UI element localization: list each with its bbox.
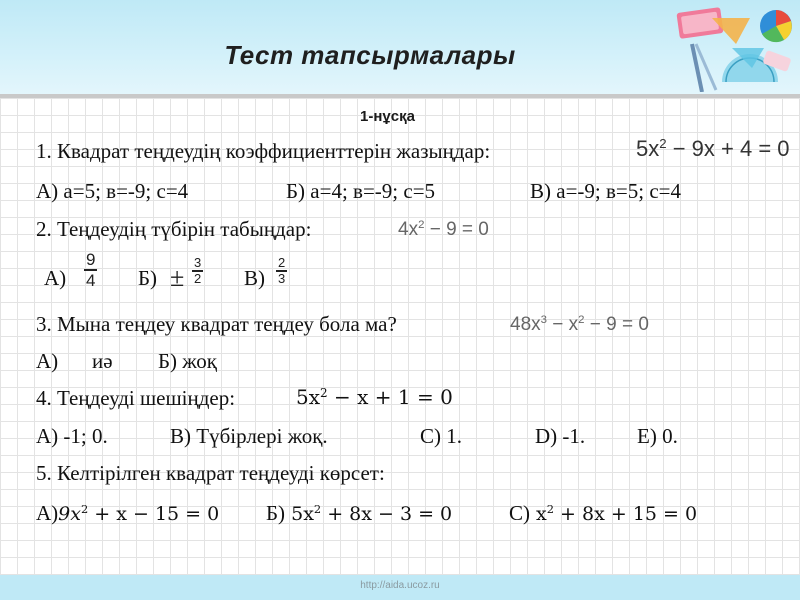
variant-label: 1-нұсқа bbox=[360, 108, 415, 125]
q2-text: 2. Теңдеудің түбірін табыңдар: bbox=[36, 217, 312, 241]
q5-option-b: Б) $5x^2 + 8x - 3 = 0$ bbox=[266, 501, 453, 525]
q2-option-c-fraction: 2 3 bbox=[278, 255, 286, 286]
q2-option-b-label: Б) bbox=[138, 266, 158, 290]
q5-option-c: С) $x^2 + 8x + 15 = 0$ bbox=[509, 501, 698, 525]
q3-option-a-text: иә bbox=[92, 349, 113, 373]
q1-option-b: Б) а=4; в=-9; с=5 bbox=[286, 179, 436, 203]
q4-option-e: Е) 0. bbox=[637, 424, 678, 448]
q2-option-a-label: А) bbox=[44, 266, 67, 290]
stationery-illustration-icon bbox=[672, 4, 800, 92]
q2-equation: $4x^2 - 9 = 0$ bbox=[398, 219, 489, 240]
slide-title: Тест тапсырмалары bbox=[224, 40, 516, 70]
q4-option-b: В) Түбірлері жоқ. bbox=[170, 424, 328, 448]
q4-option-c: С) 1. bbox=[420, 424, 462, 448]
footer-url: http://aida.ucoz.ru bbox=[360, 580, 440, 591]
q1-option-a: А) а=5; в=-9; с=4 bbox=[36, 179, 189, 203]
q5-text: 5. Келтірілген квадрат теңдеуді көрсет: bbox=[36, 461, 385, 485]
q3-option-a-label: А) bbox=[36, 349, 59, 373]
q2-option-b-fraction: 3 2 bbox=[194, 255, 202, 286]
q3-equation: $48x^3 - x^2 - 9 = 0$ bbox=[510, 314, 649, 335]
q2-option-b-sign: ± bbox=[170, 263, 185, 292]
q1-text: 1. Квадрат теңдеудің коэффициенттерін жазыңдар: bbox=[36, 139, 491, 163]
q2-option-c-label: В) bbox=[244, 266, 265, 290]
q1-equation: $5x^2 - 9x + 4 = 0$ bbox=[636, 136, 790, 161]
q4-equation: $5x^2 - x + 1 = 0$ bbox=[296, 385, 453, 409]
q2-option-a-fraction: 9 4 bbox=[86, 250, 96, 290]
q4-option-a: А) -1; 0. bbox=[36, 424, 108, 448]
q4-option-d: D) -1. bbox=[535, 424, 586, 448]
q1-option-c: В) а=-9; в=5; с=4 bbox=[530, 179, 681, 203]
q4-text: 4. Теңдеуді шешіңдер: bbox=[36, 386, 236, 410]
q5-option-a: $А)9x^2 + x - 15 = 0$ bbox=[36, 501, 220, 525]
q3-text: 3. Мына теңдеу квадрат теңдеу бола ма? bbox=[36, 312, 397, 336]
q3-option-b: Б) жоқ bbox=[158, 349, 217, 373]
